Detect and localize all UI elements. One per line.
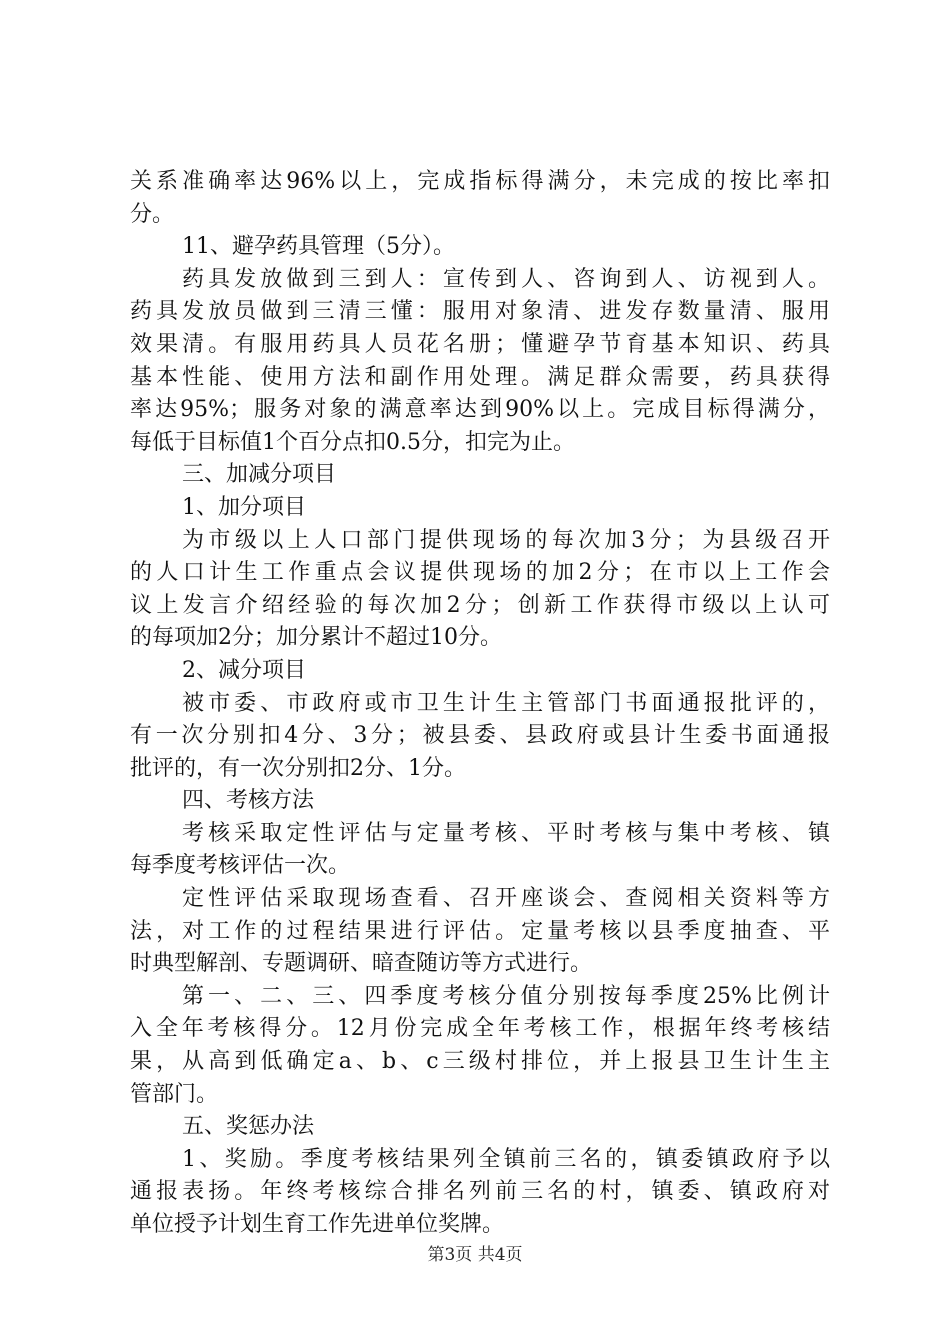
body-line: 定性评估采取现场查看、召开座谈会、查阅相关资料等方 (182, 886, 830, 912)
body-line: 为市级以上人口部门提供现场的每次加3分；为县级召开 (182, 527, 830, 553)
body-line: 1、加分项目 (182, 494, 306, 520)
body-line: 分。 (130, 201, 175, 227)
body-line: 第一、二、三、四季度考核分值分别按每季度25%比例计 (182, 983, 830, 1009)
page-footer: 第3页 共4页 (427, 1245, 523, 1265)
body-line: 考核采取定性评估与定量考核、平时考核与集中考核、镇 (182, 820, 830, 846)
body-line: 单位授予计划生育工作先进单位奖牌。 (130, 1212, 505, 1237)
body-line: 药具发放做到三到人：宣传到人、咨询到人、访视到人。 (182, 266, 830, 292)
body-line: 每低于目标值1个百分点扣0.5分，扣完为止。 (130, 429, 575, 455)
body-line: 批评的，有一次分别扣2分、1分。 (130, 755, 466, 781)
body-line: 2、减分项目 (182, 657, 306, 683)
document-body (130, 166, 830, 1242)
body-line: 率达95%；服务对象的满意率达到90%以上。完成目标得满分， (130, 397, 830, 423)
body-line: 通报表扬。年终考核综合排名列前三名的村，镇委、镇政府对 (130, 1179, 830, 1205)
body-line: 效果清。有服用药具人员花名册；懂避孕节育基本知识、药具 (130, 331, 830, 357)
body-line: 果，从高到低确定a、b、c三级村排位，并上报县卫生计生主 (130, 1049, 830, 1075)
body-line: 基本性能、使用方法和副作用处理。满足群众需要，药具获得 (130, 364, 830, 390)
body-line: 1、奖励。季度考核结果列全镇前三名的，镇委镇政府予以 (182, 1146, 830, 1172)
body-line: 时典型解剖、专题调研、暗查随访等方式进行。 (130, 951, 593, 977)
body-line: 每季度考核评估一次。 (130, 853, 351, 879)
body-line: 药具发放员做到三清三懂：服用对象清、进发存数量清、服用 (130, 299, 830, 325)
body-line: 11、避孕药具管理（5分）。 (182, 234, 455, 260)
body-line: 的每项加2分；加分累计不超过10分。 (130, 625, 502, 651)
body-line: 三、加减分项目 (182, 462, 337, 488)
body-line: 关系准确率达96%以上，完成指标得满分，未完成的按比率扣 (130, 169, 830, 194)
body-line: 管部门。 (130, 1081, 219, 1107)
body-line: 议上发言介绍经验的每次加2分；创新工作获得市级以上认可 (130, 592, 830, 618)
body-line: 入全年考核得分。12月份完成全年考核工作，根据年终考核结 (130, 1016, 830, 1042)
body-line: 被市委、市政府或市卫生计生主管部门书面通报批评的， (182, 690, 830, 716)
body-line: 法，对工作的过程结果进行评估。定量考核以县季度抽查、平 (130, 918, 830, 944)
body-line: 的人口计生工作重点会议提供现场的加2分；在市以上工作会 (130, 560, 830, 586)
body-line: 有一次分别扣4分、3分；被县委、县政府或县计生委书面通报 (130, 723, 830, 749)
body-line: 五、奖惩办法 (182, 1114, 315, 1140)
body-line: 四、考核方法 (182, 788, 315, 814)
